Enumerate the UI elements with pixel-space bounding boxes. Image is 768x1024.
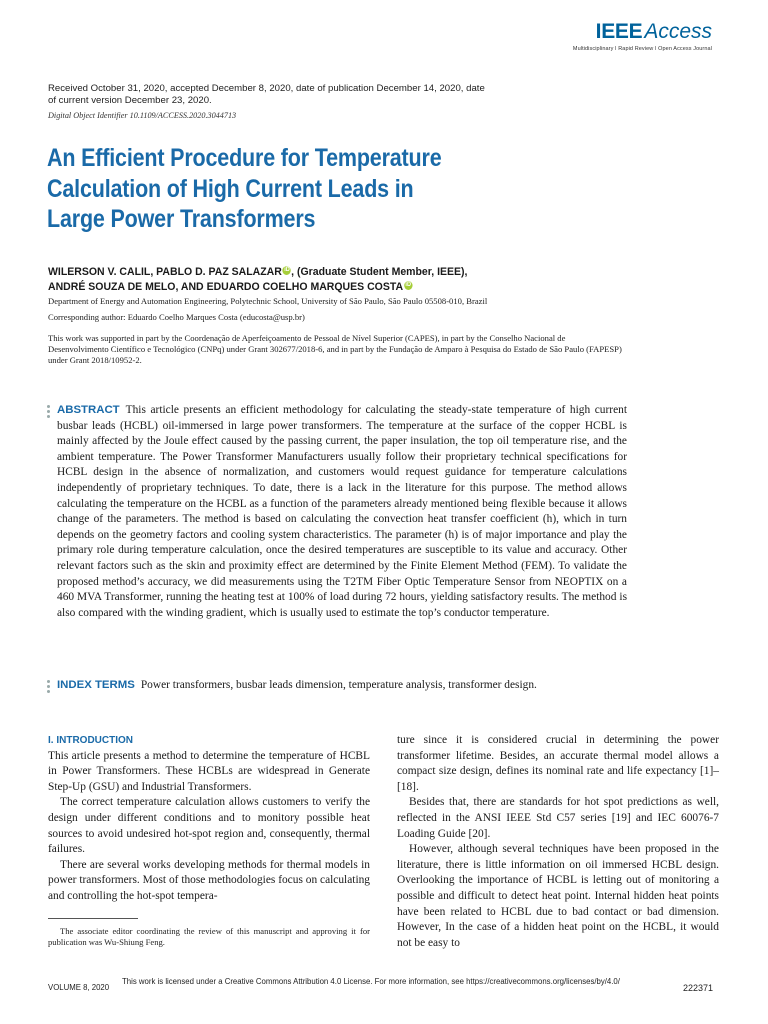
abstract-text: This article presents an efficient methodology for calculating the steady-state temperature of high current busbar leads (HCBL) oil-immersed in large power transformers. The temperature at the surface of the copper HCBL is mainly affected by the Joule effect caused by the passing current, the paper insulation, the top oil temperature rise, and the ambient temperature. The Power Transformer Manufacturers usually follow their proprietary technical specifications for HCBL design in the absence of normalization, and customers would request guidance for temperature calculations independently of proprietary techniques. To date, there is a lack in the literature for this purpose. The method allows calculating the temperature on the HCBL as a function of the parameters already mentioned being flexible because it allows change of the parameters. The method is based on calculating the convection heat transfer coefficient (h), which in turn depends on the geometry factors and cooling system characteristics. The parameter (h) is of major importance and play the primary role during temperature calculation, once the desired temperatures are susceptible to its value and accuracy. Other relevant factors such as the skin and proximity effect are determined by the Finite Element Method (FEM). To validate the proposed method’s accuracy, we did measurements using the T2TM Fiber Optic Temperature Sensor from NEOPTIX on a 460 MVA Transformer, running the heating test at 100% of load during 72 hours, yielding satisfactory results. The method is also compared with the winding gradient, which is usually used to estimate the top’s conductor temperature. [57, 404, 627, 619]
journal-name-italic: Access [644, 20, 712, 43]
authors-line-1b: , (Graduate Student Member, IEEE), [291, 266, 468, 278]
footnote-divider [48, 918, 138, 919]
journal-logo [573, 20, 712, 52]
editor-footnote-text: The associate editor coordinating the review of this manuscript and approving it for publication was Wu-Shiung Feng. [48, 926, 370, 947]
intro-paragraph: This article presents a method to determine the temperature of HCBL in Power Transformers. These HCBLs are widespread in Generate Step-Up (GSU) and Industrial Transformers. [48, 749, 370, 793]
journal-name-bold: IEEE [595, 20, 643, 43]
intro-paragraph: ture since it is considered crucial in determining the power transformer lifetime. Besides, an accurate thermal model allows a compact size design, defines its nominal rate and life expectancy [1]–[18]. [397, 734, 719, 793]
corresponding-author: Corresponding author: Eduardo Coelho Marques Costa (educosta@usp.br) [48, 312, 305, 322]
received-dates: Received October 31, 2020, accepted December 8, 2020, date of publication December 14, 2020, date of current version December 23, 2020. [48, 83, 485, 106]
footer-volume: VOLUME 8, 2020 [48, 983, 110, 992]
index-terms-text: Power transformers, busbar leads dimension, temperature analysis, transformer design. [140, 679, 537, 691]
index-terms [57, 678, 647, 693]
dots-icon [47, 405, 51, 420]
authors-line-2: ANDRÉ SOUZA DE MELO, AND EDUARDO COELHO MARQUES COSTA [48, 281, 404, 293]
right-column [397, 733, 719, 951]
footer-license[interactable]: This work is licensed under a Creative Commons Attribution 4.0 License. For more information, see https://creativecommons.org/licenses/by/4.0/ [122, 977, 620, 986]
affiliation: Department of Energy and Automation Engineering, Polytechnic School, University of São Paulo, São Paulo 05508-010, Brazil [48, 296, 488, 306]
abstract-heading: ABSTRACT [57, 404, 120, 416]
author-list [48, 265, 569, 295]
dots-icon [47, 680, 51, 695]
left-column [48, 733, 370, 905]
journal-tagline: Multidisciplinary ǀ Rapid Review ǀ Open Access Journal [572, 46, 712, 52]
orcid-icon[interactable]: iD [405, 282, 411, 288]
page-title [47, 143, 494, 235]
intro-paragraph: Besides that, there are standards for hot spot predictions as well, reflected in the ANSI IEEE Std C57 series [19] and IEC 60076-7 Loading Guide [20]. [397, 796, 719, 840]
section-heading-introduction: I. INTRODUCTION [48, 735, 133, 746]
authors-line-1a: WILERSON V. CALIL, PABLO D. PAZ SALAZAR [48, 266, 282, 278]
funding-statement: This work was supported in part by the Coordenação de Aperfeiçoamento de Pessoal de Nível Superior (CAPES), in part by the Conselho Nacional de Desenvolvimento Científico e Tecnológico (CNPq) under Grant 302677/2018-6, and in part by the Fundação de Amparo à Pesquisa do Estado de São Paulo (FAPESP) under Grant 2018/10952-2. [48, 333, 622, 365]
orcid-icon[interactable]: iD [284, 267, 290, 273]
doi[interactable]: Digital Object Identifier 10.1109/ACCESS.2020.3044713 [48, 111, 237, 120]
abstract [57, 403, 627, 621]
footer-page-number: 222371 [682, 983, 713, 993]
title-line-3: Large Power Transformers [47, 205, 316, 233]
intro-paragraph: The correct temperature calculation allows customers to verify the design under different conditions and to monitory possible heat sources to avoid undesired hot-spot region and, consequently, thermal failures. [48, 796, 370, 856]
title-line-1: An Efficient Procedure for Temperature [47, 144, 442, 172]
index-terms-heading: INDEX TERMS [57, 679, 135, 691]
intro-paragraph: There are several works developing methods for thermal models in power transformers. Most of those methodologies focus on calculating and controlling the hot-spot tempera- [48, 858, 370, 902]
intro-paragraph: However, although several techniques have been proposed in the literature, there is little information on oil immersed HCBL design. Overlooking the importance of HCBL is letting out of monitoring a possible and difficult to detect heat point. Internal hidden heat points have been related to HCBL due to bad contact or bad dimension. However, In the case of a hidden heat point on the HCBL, it would not be easy to [397, 843, 719, 949]
editor-footnote [48, 926, 370, 948]
title-line-2: Calculation of High Current Leads in [47, 174, 414, 203]
